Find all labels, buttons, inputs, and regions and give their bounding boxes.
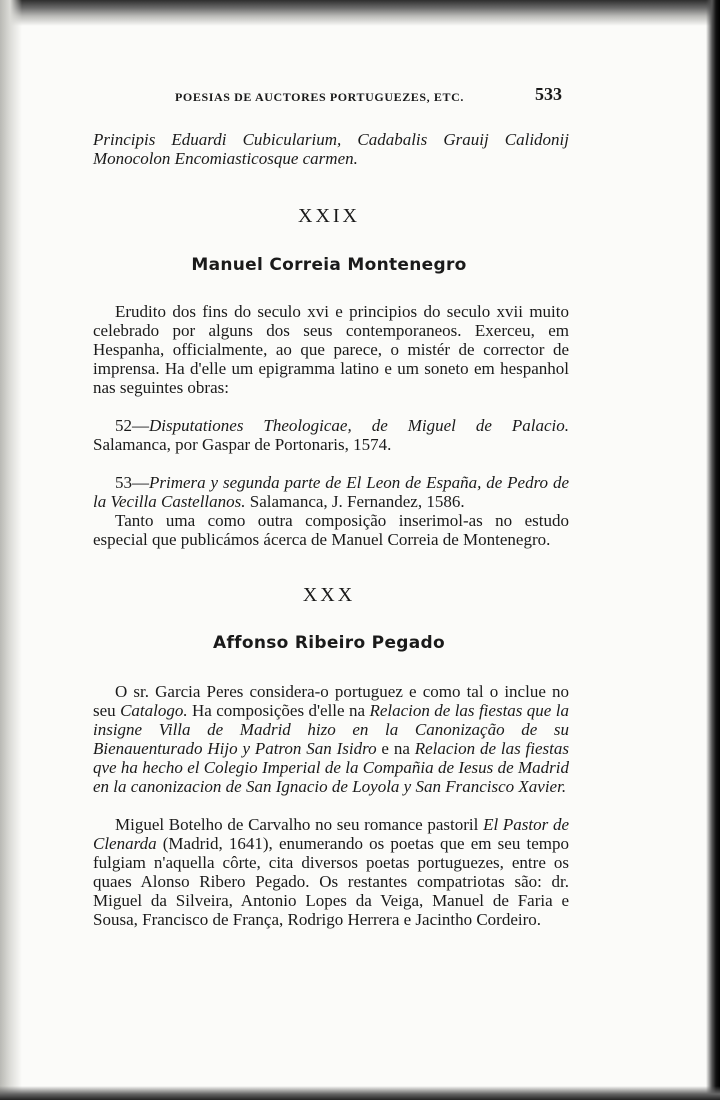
entry-53-title: Primera y segunda parte de El Leon de España, de Pedro de la Vecilla Castellanos.: [93, 473, 569, 511]
entry-52-imprint: Salamanca, por Gaspar de Portonaris, 1574.: [93, 435, 392, 454]
p1-text-c: e na: [376, 739, 415, 758]
paragraph-xxx-1: [93, 682, 569, 796]
scan-edge-top: [0, 0, 720, 26]
running-head: POESIAS DE AUCTORES PORTUGUEZES, ETC.: [175, 90, 464, 104]
entry-52-number: 52—: [115, 416, 149, 435]
entry-52: [93, 416, 569, 454]
scan-edge-bottom: [0, 1086, 720, 1100]
page-number: 533: [535, 84, 562, 104]
p2-text-a: Miguel Botelho de Carvalho no seu romance pastoril: [115, 815, 484, 834]
section-number-xxix: XXIX: [298, 205, 360, 227]
paragraph-closing-xxix: Tanto uma como outra composição inserimol-as no estudo especial que publicámos ácerca de Manuel Correia de Montenegro.: [93, 511, 569, 549]
scan-edge-right: [706, 0, 720, 1100]
paragraph-xxx-2: [93, 815, 569, 929]
entry-53-number: 53—: [115, 473, 149, 492]
entry-53: [93, 473, 569, 511]
p1-relacion-colegio-imperial: Relacion de las fiestas qve ha hecho el Colegio Imperial de la Compañia de Iesus de Madrid en la canonizacion de San Ignacio de Loyola y San Francisco Xavier.: [93, 739, 569, 796]
p1-text-a: O sr. Garcia Peres considera-o portuguez e como tal o inclue no seu: [93, 682, 569, 720]
paragraph-intro-xxix: Erudito dos fins do seculo xvi e principios do seculo xvii muito celebrado por alguns dos seus contemporaneos. Exerceu, em Hespanha, officialmente, ao que parece, o mistér de corrector de imprensa. Ha d'elle um epigramma latino e um soneto em hespanhol nas seguintes obras:: [93, 302, 569, 397]
section-author-xxx: Affonso Ribeiro Pegado: [213, 633, 445, 653]
p2-el-pastor: El Pastor de Clenarda: [93, 815, 569, 853]
continuation-text: Principis Eduardi Cubicularium, Cadabalis Grauij Calidonij Monocolon Encomiasticosque carmen.: [93, 130, 569, 168]
entry-52-title: Disputationes Theologicae, de Miguel de Palacio.: [149, 416, 569, 435]
p1-catalogo: Catalogo.: [120, 701, 188, 720]
section-author-xxix: Manuel Correia Montenegro: [191, 255, 467, 275]
section-number-xxx: XXX: [302, 584, 356, 606]
p1-relacion-san-isidro: Relacion de las fiestas que la insigne Villa de Madrid hizo en la Canonização de su Bienauenturado Hijo y Patron San Isidro: [93, 701, 569, 758]
p1-text-b: Ha composições d'elle na: [187, 701, 370, 720]
entry-53-imprint: Salamanca, J. Fernandez, 1586.: [245, 492, 465, 511]
scan-edge-left: [0, 0, 22, 1100]
p2-text-b: (Madrid, 1641), enumerando os poetas que em seu tempo fulgiam n'aquella côrte, cita diversos poetas portuguezes, entre os quaes Alonso Ribero Pegado. Os restantes compatriotas são: dr. Miguel da Silveira, Antonio Lopes da Veiga, Manuel de Faria e Sousa, Francisco de França, Rodrigo Herrera e Jacintho Cordeiro.: [93, 834, 569, 929]
